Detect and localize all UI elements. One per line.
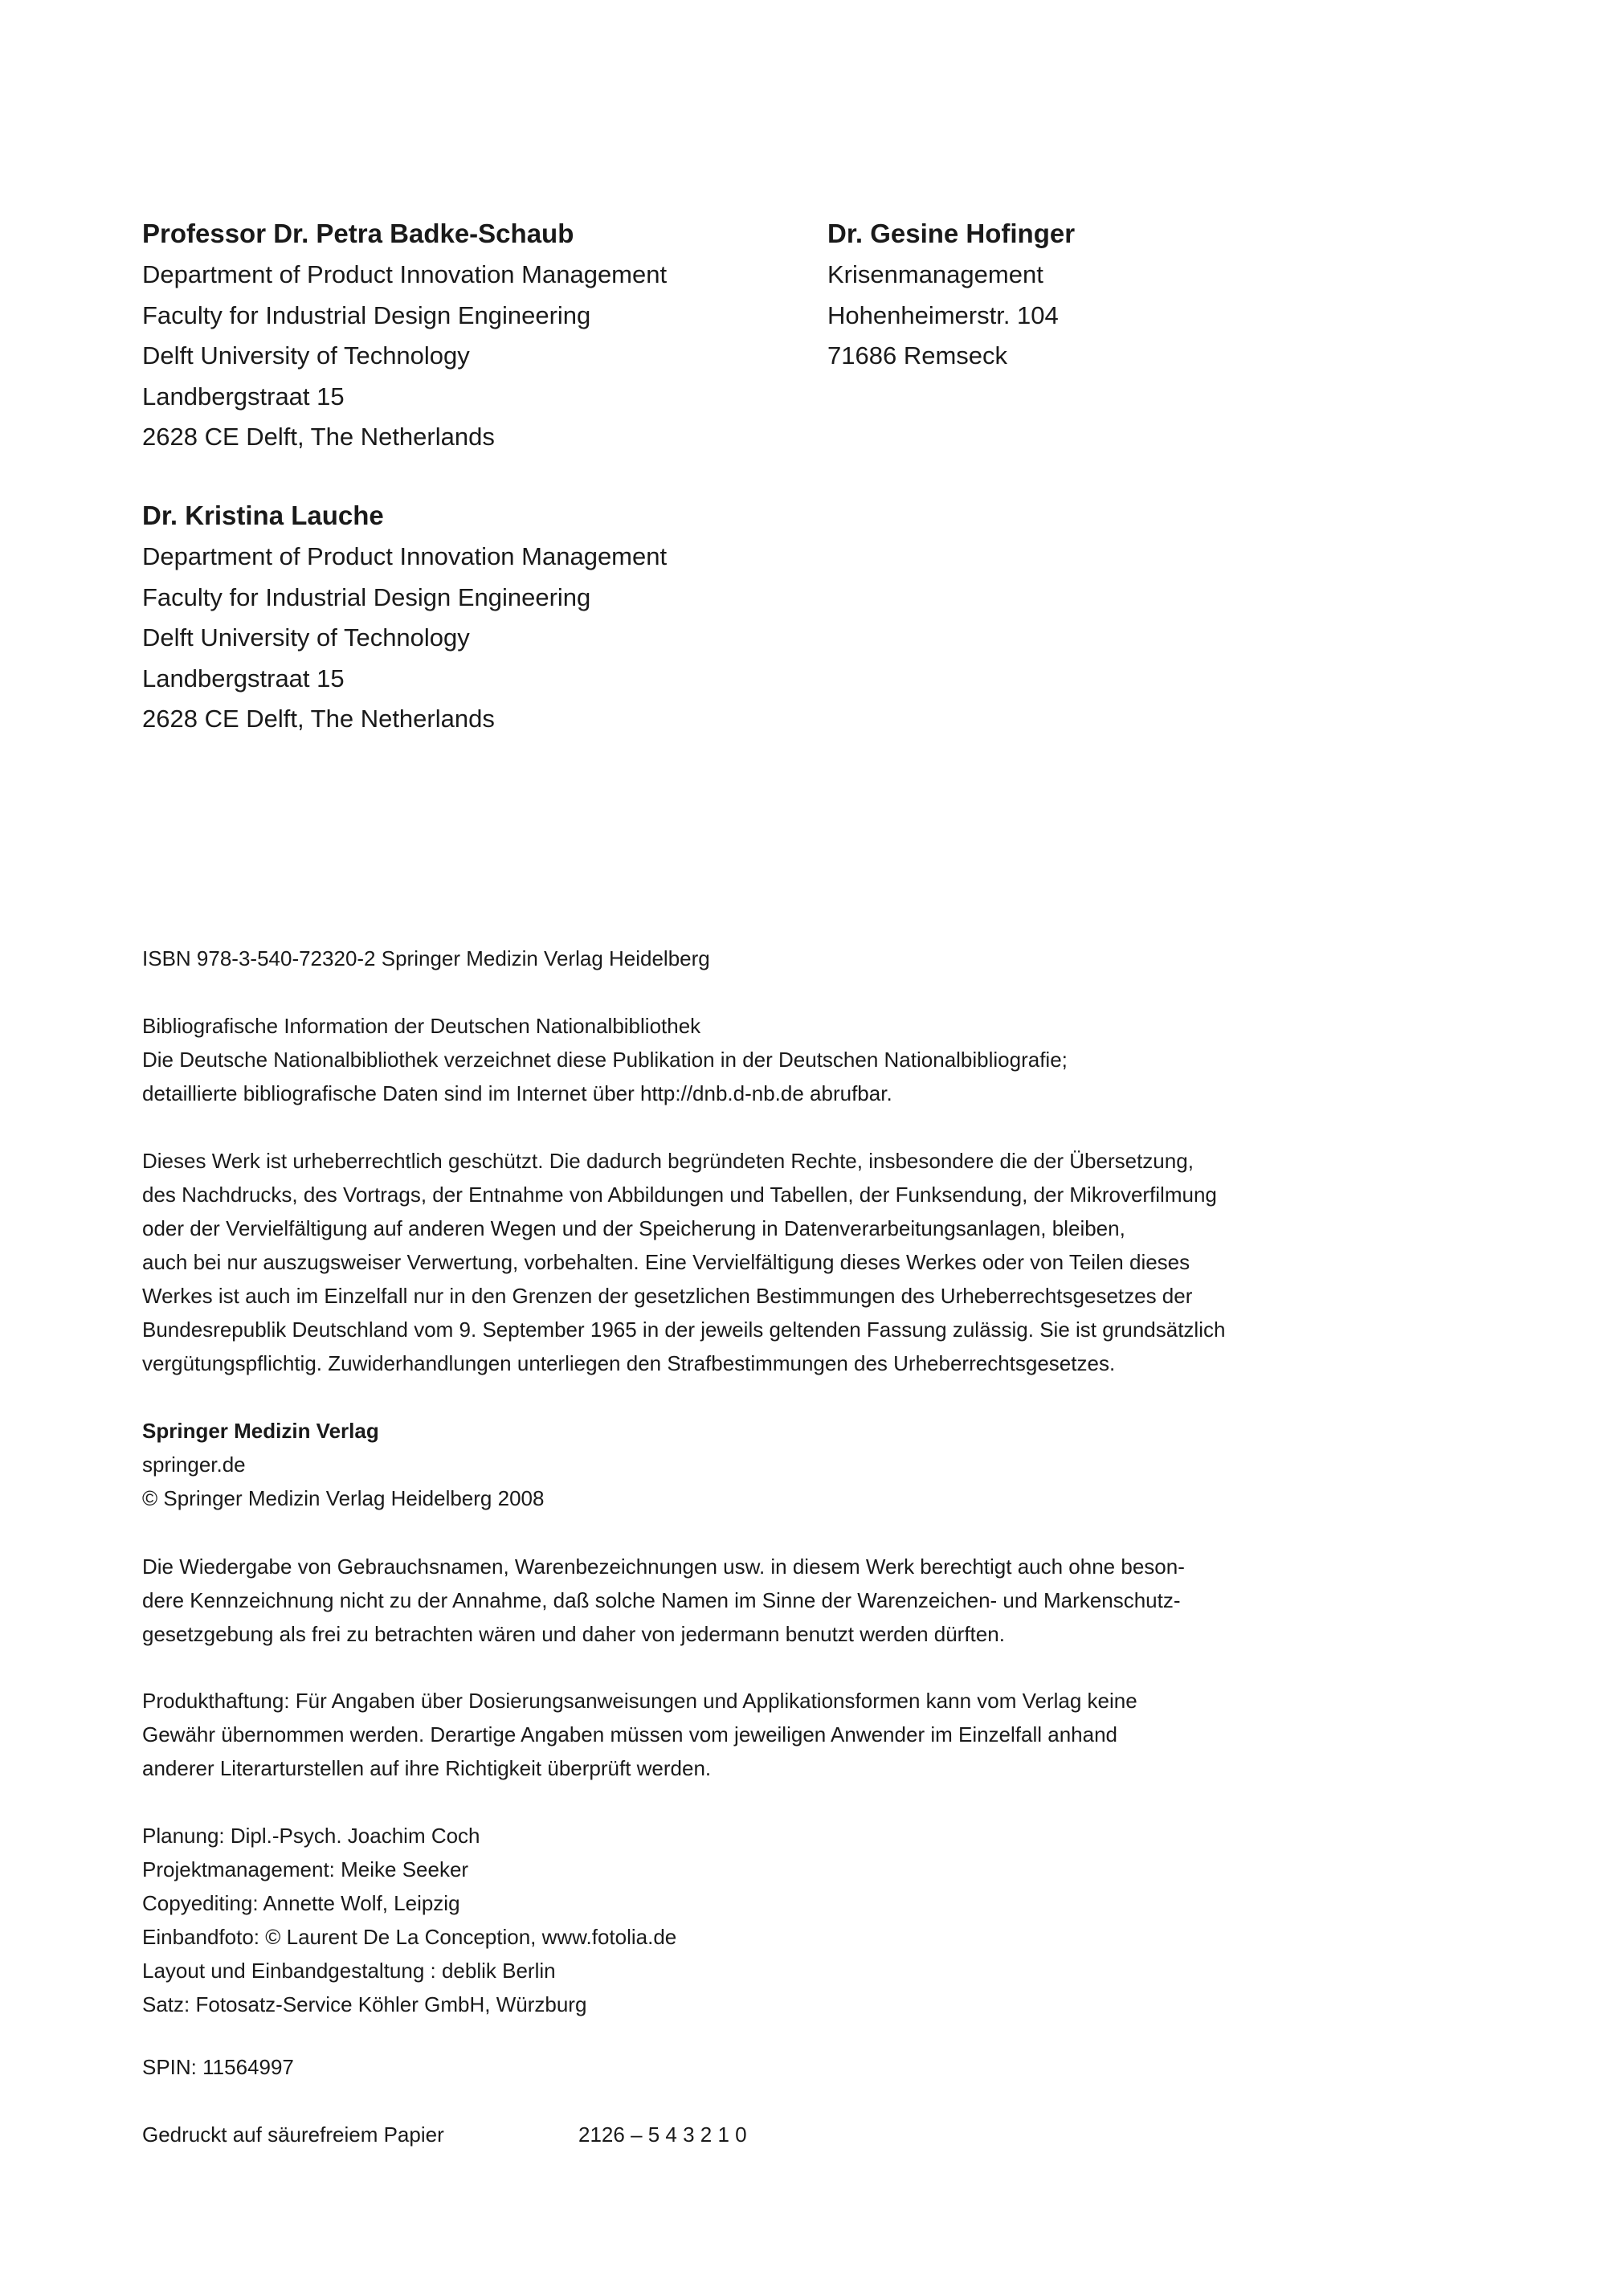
author-block-badke-schaub (142, 218, 667, 458)
notice-line: oder der Vervielfältigung auf anderen Wegen und der Speicherung in Datenverarbeitungsanlagen, bleiben, (142, 1216, 1125, 1240)
author-block-lauche (142, 500, 667, 740)
address-line: Krisenmanagement (827, 260, 1043, 288)
notice-line: dere Kennzeichnung nicht zu der Annahme, daß solche Namen im Sinne der Warenzeichen- und Markenschutz- (142, 1588, 1181, 1612)
printing-code: 2126 – 5 4 3 2 1 0 (578, 2122, 747, 2147)
spin-number: SPIN: 11564997 (142, 2055, 294, 2079)
credit-line: Projektmanagement: Meike Seeker (142, 1857, 469, 1881)
notice-line: anderer Literarturstellen auf ihre Richtigkeit überprüft werden. (142, 1756, 712, 1780)
address-line: Department of Product Innovation Management (142, 542, 668, 570)
publisher-website: springer.de (142, 1452, 246, 1477)
notice-line: Werkes ist auch im Einzelfall nur in den Grenzen der gesetzlichen Bestimmungen des Urheberrechtsgesetzes der (142, 1284, 1193, 1308)
address-line: 71686 Remseck (827, 341, 1008, 370)
address-line: Delft University of Technology (142, 341, 470, 370)
notice-line: Bundesrepublik Deutschland vom 9. September 1965 in der jeweils geltenden Fassung zulässig. Sie ist grundsätzlich (142, 1318, 1226, 1342)
address-line: 2628 CE Delft, The Netherlands (142, 705, 495, 733)
bibliographic-info (142, 1009, 1068, 1110)
notice-line: auch bei nur auszugsweiser Verwertung, vorbehalten. Eine Vervielfältigung dieses Werkes oder von Teilen dieses (142, 1250, 1190, 1274)
address-line: Department of Product Innovation Management (142, 260, 668, 288)
bibliographic-line: Die Deutsche Nationalbibliothek verzeichnet diese Publikation in der Deutschen Nationalbibliografie; (142, 1048, 1068, 1072)
printing-paper: Gedruckt auf säurefreiem Papier (142, 2122, 444, 2147)
author-block-hofinger (827, 218, 1075, 377)
publisher-copyright: © Springer Medizin Verlag Heidelberg 2008 (142, 1486, 545, 1510)
bibliographic-line: detaillierte bibliografische Daten sind im Internet über http://dnb.d-nb.de abrufbar. (142, 1081, 892, 1105)
credit-line: Satz: Fotosatz-Service Köhler GmbH, Würzburg (142, 1992, 587, 2016)
address-line: Faculty for Industrial Design Engineering (142, 582, 591, 611)
publisher-info (142, 1414, 544, 1515)
isbn: ISBN 978-3-540-72320-2 Springer Medizin Verlag Heidelberg (142, 946, 710, 970)
author-name: Professor Dr. Petra Badke-Schaub (142, 219, 574, 248)
author-name: Dr. Gesine Hofinger (827, 219, 1076, 248)
address-line: Delft University of Technology (142, 623, 470, 652)
author-address (142, 255, 667, 458)
credit-line: Layout und Einbandgestaltung : deblik Berlin (142, 1959, 556, 1983)
credit-line: Einbandfoto: © Laurent De La Conception, www.fotolia.de (142, 1925, 677, 1949)
author-name: Dr. Kristina Lauche (142, 500, 384, 530)
notice-line: vergütungspflichtig. Zuwiderhandlungen unterliegen den Strafbestimmungen des Urheberrechtsgesetzes. (142, 1351, 1116, 1375)
production-credits (142, 1819, 676, 2021)
bibliographic-line: Bibliografische Information der Deutschen Nationalbibliothek (142, 1014, 701, 1038)
author-address (142, 537, 667, 740)
notice-line: Die Wiedergabe von Gebrauchsnamen, Warenbezeichnungen usw. in diesem Werk berechtigt auch ohne beson- (142, 1554, 1185, 1579)
trademark-notice (142, 1550, 1185, 1651)
notice-line: Dieses Werk ist urheberrechtlich geschützt. Die dadurch begründeten Rechte, insbesondere die der Übersetzung, (142, 1149, 1194, 1173)
notice-line: Produkthaftung: Für Angaben über Dosierungsanweisungen und Applikationsformen kann vom Verlag keine (142, 1689, 1137, 1713)
address-line: Landbergstraat 15 (142, 664, 345, 692)
address-line: Hohenheimerstr. 104 (827, 300, 1059, 329)
author-address (827, 255, 1075, 377)
address-line: Faculty for Industrial Design Engineering (142, 300, 591, 329)
publisher-name: Springer Medizin Verlag (142, 1419, 379, 1443)
address-line: 2628 CE Delft, The Netherlands (142, 423, 495, 451)
notice-line: gesetzgebung als frei zu betrachten wären und daher von jedermann benutzt werden dürften. (142, 1622, 1005, 1646)
liability-notice (142, 1684, 1137, 1785)
notice-line: Gewähr übernommen werden. Derartige Angaben müssen vom jeweiligen Anwender im Einzelfall anhand (142, 1722, 1118, 1747)
credit-line: Planung: Dipl.-Psych. Joachim Coch (142, 1824, 480, 1848)
copyright-notice (142, 1144, 1225, 1380)
address-line: Landbergstraat 15 (142, 382, 345, 411)
notice-line: des Nachdrucks, des Vortrags, der Entnahme von Abbildungen und Tabellen, der Funksendung, der Mikroverfilmung (142, 1183, 1217, 1207)
credit-line: Copyediting: Annette Wolf, Leipzig (142, 1891, 460, 1915)
